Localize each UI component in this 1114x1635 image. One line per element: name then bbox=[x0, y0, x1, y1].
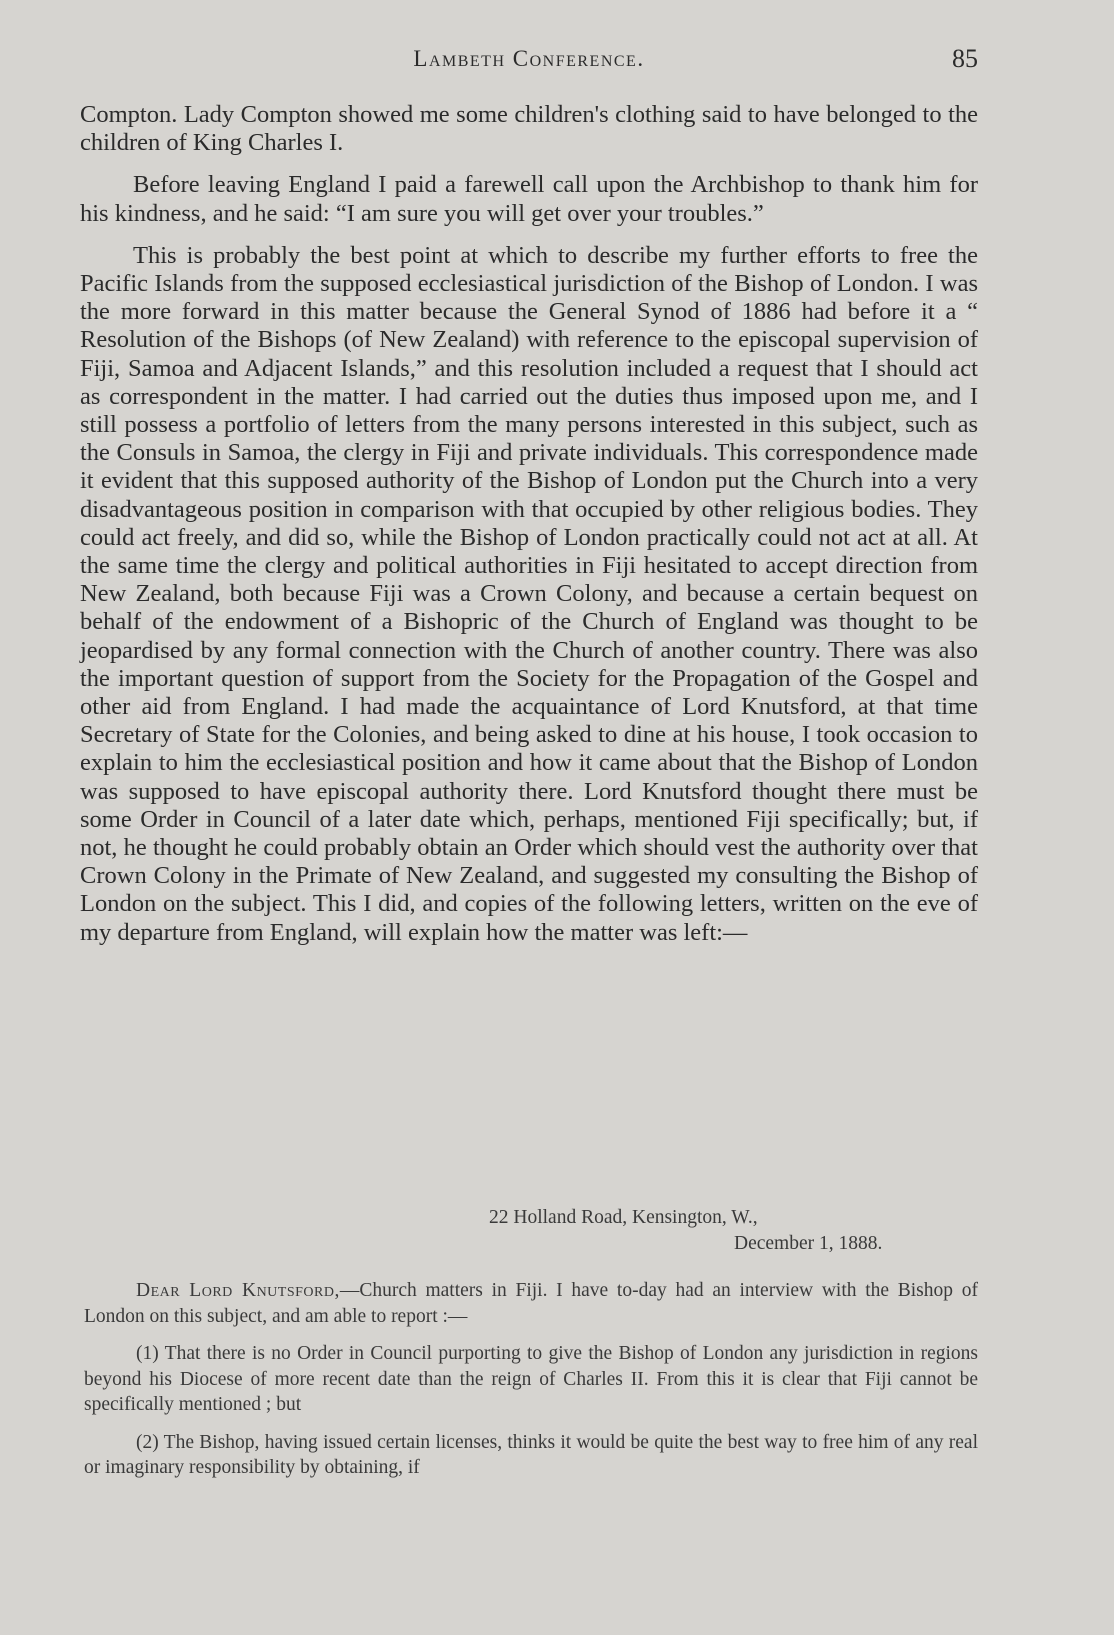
letter-point-1: (1) That there is no Order in Council purporting to give the Bishop of London any jurisdiction in regions beyond his Diocese of more recent date than the reign of Charles II. From this it is clear that Fiji cannot be specifically mentioned ; but bbox=[84, 1343, 978, 1415]
running-head bbox=[80, 46, 978, 82]
body-text bbox=[80, 101, 978, 961]
letter-opening-text: —Church matters in Fiji. I have to-day had an interview with the Bishop of London on this subject, and am able to report :— bbox=[84, 1280, 978, 1327]
letter-date: December 1, 1888. bbox=[734, 1232, 883, 1254]
letter-salutation: Dear Lord Knutsford, bbox=[136, 1280, 340, 1301]
running-title: Lambeth Conference. bbox=[413, 46, 645, 71]
letter-point-2: (2) The Bishop, having issued certain licenses, thinks it would be quite the best way to free him of any real or imaginary responsibility by obtaining, if bbox=[84, 1431, 978, 1478]
paragraph-continuation: Compton. Lady Compton showed me some children's clothing said to have belonged to the children of King Charles I. bbox=[80, 101, 978, 157]
paragraph-pacific-islands: This is probably the best point at which to describe my further efforts to free the Pacific Islands from the supposed ecclesiastical jurisdiction of the Bishop of London. I was the more forward in this matter because the General Synod of 1886 had before it a “ Resolution of the Bishops (of New Zealand) with reference to the episcopal supervision of Fiji, Samoa and Adjacent Islands,” and this resolution included a request that I should act as correspondent in the matter. I had carried out the duties thus imposed upon me, and I still possess a portfolio of letters from the many persons interested in this subject, such as the Consuls in Samoa, the clergy in Fiji and private individuals. This correspondence made it evident that this supposed authority of the Bishop of London put the Church into a very disadvantageous position in comparison with that occupied by other religious bodies. They could act freely, and did so, while the Bishop of London practically could not act at all. At the same time the clergy and political authorities in Fiji hesitated to accept direction from New Zealand, both because Fiji was a Crown Colony, and because a certain bequest on behalf of the endowment of a Bishopric of the Church of England was thought to be jeopardised by any formal connection with the Church of another country. There was also the important question of support from the Society for the Propagation of the Gospel and other aid from England. I had made the acquaintance of Lord Knutsford, at that time Secretary of State for the Colonies, and being asked to dine at his house, I took occasion to explain to him the ecclesiastical position and how it came about that the Bishop of London was supposed to have episcopal authority there. Lord Knutsford thought there must be some Order in Council of a later date which, perhaps, mentioned Fiji specifically; but, if not, he thought he could probably obtain an Order which should vest the authority over that Crown Colony in the Primate of New Zealand, and suggested my consulting the Bishop of London on the subject. This I did, and copies of the following letters, written on the eve of my departure from England, will explain how the matter was left:— bbox=[80, 241, 978, 946]
letter-excerpt bbox=[84, 1205, 978, 1493]
letter-address: 22 Holland Road, Kensington, W., bbox=[489, 1207, 758, 1228]
page-number: 85 bbox=[952, 44, 978, 73]
paragraph-farewell: Before leaving England I paid a farewell call upon the Archbishop to thank him for his kindness, and he said: “I am sure you will get over your troubles.” bbox=[80, 171, 978, 227]
letter-opening bbox=[84, 1278, 978, 1329]
